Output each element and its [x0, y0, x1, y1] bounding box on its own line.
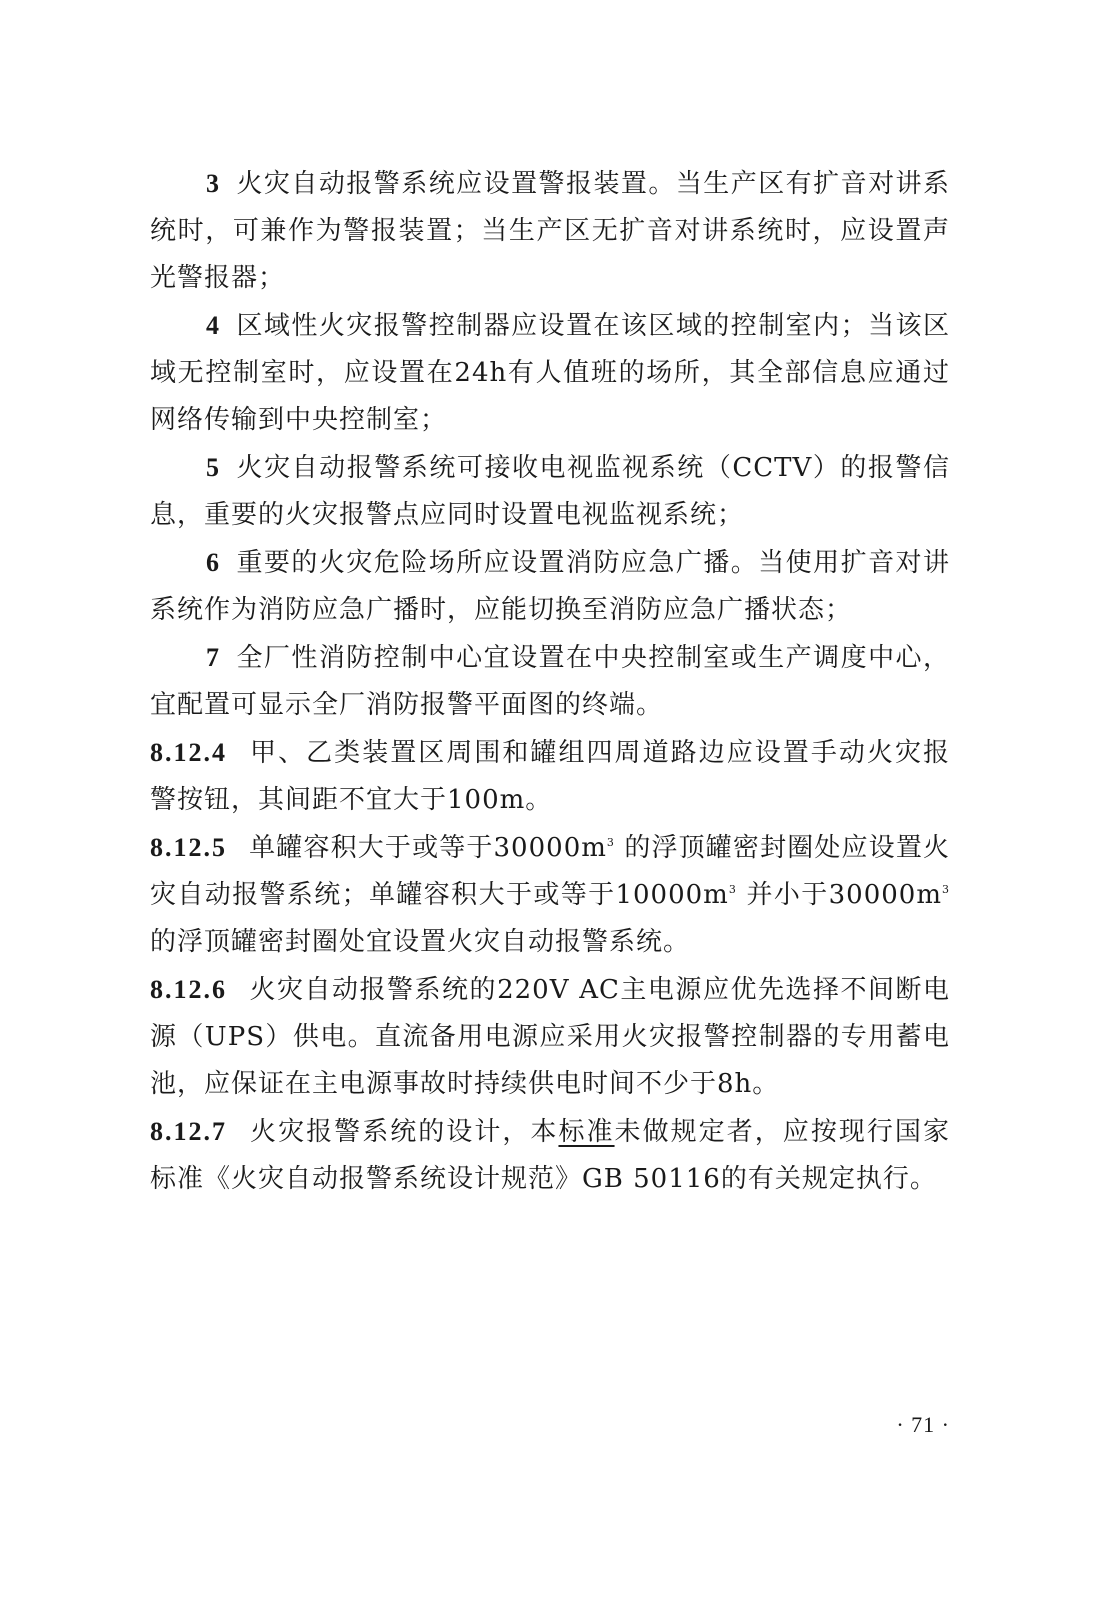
- clause-8-12-7: [150, 1108, 950, 1203]
- clause-text-after: 未做规定者，应按现行国家标准《火灾自动报警系统设计规范》GB 50116的有关规定执行。: [150, 1117, 950, 1194]
- clause-text-part3: 并小于30000m: [746, 880, 943, 910]
- clause-text-before: 火灾报警系统的设计，本: [249, 1117, 559, 1147]
- item-text: 区域性火灾报警控制器应设置在该区域的控制室内；当该区域无控制室时，应设置在24h有人值班的场所，其全部信息应通过网络传输到中央控制室；: [150, 311, 950, 435]
- clause-text-part4: 的浮顶罐密封圈处宜设置火灾自动报警系统。: [150, 927, 691, 957]
- item-text: 全厂性消防控制中心宜设置在中央控制室或生产调度中心，宜配置可显示全厂消防报警平面图的终端。: [150, 643, 950, 720]
- clause-number: 8.12.5: [150, 833, 227, 862]
- clause-number: 8.12.4: [150, 738, 227, 767]
- item-number: 3: [206, 169, 220, 198]
- item-text: 重要的火灾危险场所应设置消防应急广播。当使用扩音对讲系统作为消防应急广播时，应能切换至消防应急广播状态；: [150, 548, 950, 625]
- clause-8-12-6: [150, 966, 950, 1108]
- list-item-3: [150, 160, 950, 302]
- clause-number: 8.12.6: [150, 975, 227, 1004]
- clause-8-12-5: [150, 824, 950, 966]
- item-number: 7: [206, 643, 220, 672]
- superscript: 3: [728, 883, 737, 896]
- document-body: [150, 160, 950, 1203]
- clause-number: 8.12.7: [150, 1117, 227, 1146]
- underlined-term: 标准: [558, 1117, 615, 1147]
- clause-text-part2: 的浮顶罐密封圈处应设置火灾自动报警系统；单罐容积大于或等于10000m: [150, 833, 950, 910]
- item-number: 5: [206, 453, 220, 482]
- list-item-4: [150, 302, 950, 444]
- item-text: 火灾自动报警系统应设置警报装置。当生产区有扩音对讲系统时，可兼作为警报装置；当生产区无扩音对讲系统时，应设置声光警报器；: [150, 169, 950, 293]
- list-item-7: [150, 634, 950, 729]
- item-number: 6: [206, 548, 220, 577]
- clause-8-12-4: [150, 729, 950, 824]
- list-item-5: [150, 444, 950, 539]
- item-text: 火灾自动报警系统可接收电视监视系统（CCTV）的报警信息，重要的火灾报警点应同时设置电视监视系统；: [150, 453, 950, 530]
- clause-text: 火灾自动报警系统的220V AC主电源应优先选择不间断电源（UPS）供电。直流备用电源应采用火灾报警控制器的专用蓄电池，应保证在主电源事故时持续供电时间不少于8h。: [150, 975, 950, 1099]
- page-number: · 71 ·: [896, 1412, 950, 1437]
- item-number: 4: [206, 311, 220, 340]
- clause-text: 甲、乙类装置区周围和罐组四周道路边应设置手动火灾报警按钮，其间距不宜大于100m。: [150, 738, 950, 815]
- superscript: 3: [942, 883, 951, 896]
- clause-text-part1: 单罐容积大于或等于30000m: [249, 833, 607, 863]
- list-item-6: [150, 539, 950, 634]
- superscript: 3: [606, 836, 615, 849]
